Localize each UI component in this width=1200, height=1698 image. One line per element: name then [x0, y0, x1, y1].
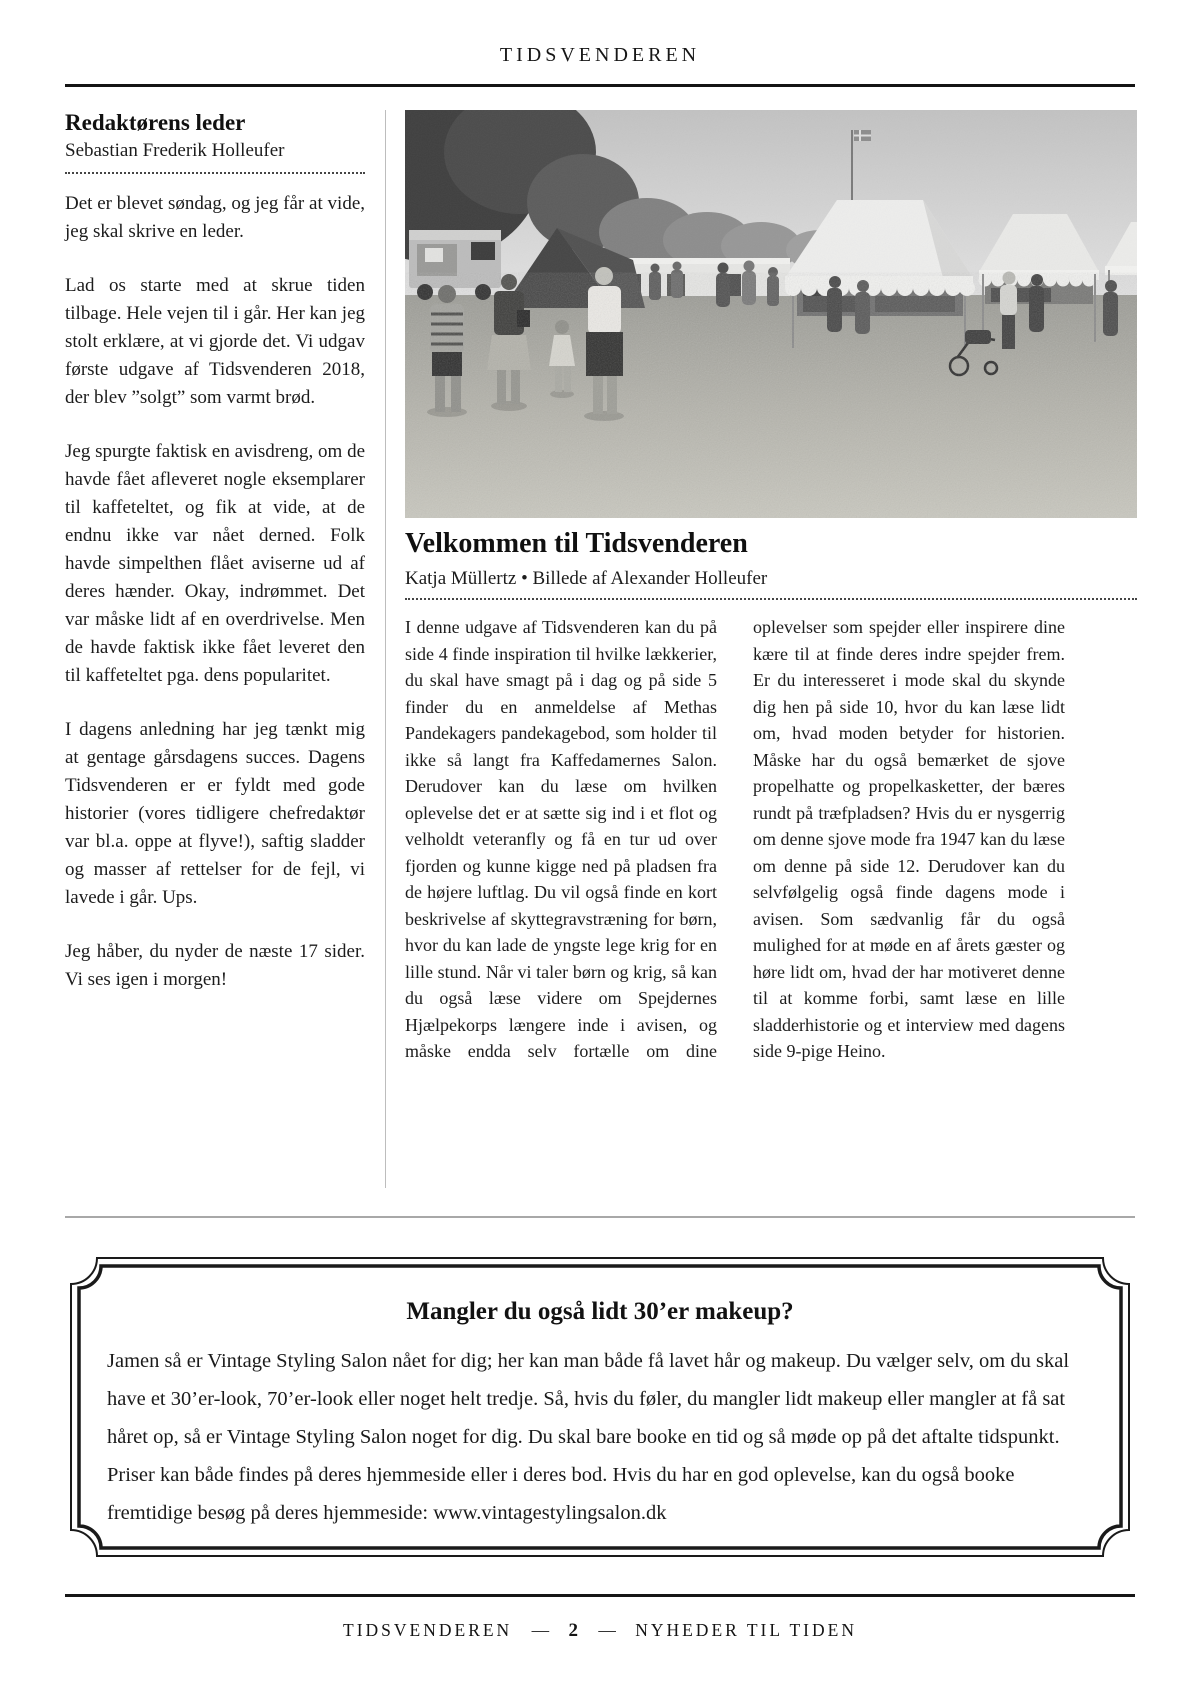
- masthead-title: TIDSVENDEREN: [499, 44, 701, 66]
- editorial-paragraph: Jeg spurgte faktisk en avisdreng, om de havde fået afleveret nogle eksemplarer til kaffeteltet, og fik at vide, at de endnu ikke var nået derned. Folk havde simpelthen flået aviserne ud af deres hænder. Okay, indrømmet. Det var måske lidt af en overdrivelse. Men de havde faktisk ikke fået leveret den til kaffeteltet pga. dens popularitet.: [65, 441, 365, 686]
- article-section: [405, 528, 1137, 1065]
- editorial-paragraph: Det er blevet søndag, og jeg får at vide, jeg skal skrive en leder.: [65, 193, 365, 242]
- editorial-title: Redaktørens leder: [65, 110, 246, 135]
- dotted-rule: [65, 172, 365, 174]
- editorial-paragraph: Lad os starte med at skrue tiden tilbage. Hele vejen til i går. Her kan jeg stolt erklære, at vi gjorde det. Vi udgav første udgave af Tidsvenderen 2018, der blev ”solgt” som varmt brød.: [65, 275, 365, 408]
- footer-page-number: 2: [568, 1620, 579, 1641]
- advertisement-box: [65, 1252, 1135, 1562]
- footer-dash: —: [598, 1620, 616, 1640]
- footer: [0, 1620, 1200, 1642]
- editorial-paragraph: Jeg håber, du nyder de næste 17 sider. Vi ses igen i morgen!: [65, 941, 365, 990]
- masthead-rule: [65, 84, 1135, 87]
- column-divider: [385, 110, 386, 1188]
- article-title: Velkommen til Tidsvenderen: [405, 528, 748, 559]
- footer-tagline: NYHEDER TIL TIDEN: [635, 1620, 857, 1640]
- photo-grain: [405, 110, 1137, 518]
- article-byline: Katja Müllertz • Billede af Alexander Holleufer: [405, 568, 768, 589]
- ad-body: Jamen så er Vintage Styling Salon nået for dig; her kan man både få lavet hår og makeup. Du vælger selv, om du skal have et 30’er-look, 70’er-look eller noget helt tredje. Så, hvis du føler, du mangler lidt makeup eller mangler at få sat håret op, så er Vintage Styling Salon noget for dig. Du skal bare booke en tid og så møde op på det aftalte tidspunkt. Priser kan både findes på deres hjemmeside eller i deres bod. Hvis du har en god oplevelse, kan du også booke fremtidige besøg på deres hjemmeside: www.vintagestylingsalon.dk: [107, 1350, 1070, 1524]
- article-body: I denne udgave af Tidsvenderen kan du på side 4 finde inspiration til hvilke lækkerier, du skal have smagt på i dag og på side 5 finder du en anmeldelse af Methas Pandekagers pandekagebod, som holder til ikke så langt fra Kaffedamernes Salon. Derudover kan du læse om hvilken oplevelse det er at sætte sig ind i et flot og velholdt veteranfly og få en tur ud over fjorden og kunne kigge ned på pladsen fra de højere luftlag. Du vil også finde en kort beskrivelse af skyttegravstræning for børn, hvor du kan lade de yngste lege krig for en lille stund. Når vi taler børn og krig, så kan du også læse videre om Spejdernes Hjælpekorps længere inde i avisen, og måske endda selv fortælle om dine oplevelser som spejder eller inspirere dine kære til at finde deres indre spejder frem. Er du interesseret i mode skal du skynde dig hen på side 10, hvor du kan læse lidt om, hvad moden betyder for historien. Måske har du også bemærket de sjove propelhatte og propelkasketter, der bæres rundt på træfpladsen? Hvis du er nysgerrig om denne sjove mode fra 1947 kan du læse om denne på side 12. Derudover kan du selvfølgelig også finde dagens mode i avisen. Som sædvanlig får du også mulighed for at møde en af årets gæster og høre lidt om, hvad der har motiveret denne til at komme forbi, samt læse en lille sladderhistorie og et interview med dagens side 9-pige Heino.: [405, 617, 1065, 1061]
- ad-title: Mangler du også lidt 30’er makeup?: [406, 1298, 794, 1325]
- editorial-author: Sebastian Frederik Holleufer: [65, 140, 285, 161]
- editorial-column: [65, 110, 365, 1020]
- footer-rule: [65, 1594, 1135, 1597]
- market-photo-illustration: [405, 110, 1137, 518]
- market-photo: [405, 110, 1137, 518]
- dotted-rule: [405, 598, 1137, 600]
- editorial-paragraph: I dagens anledning har jeg tænkt mig at gentage gårsdagens succes. Dagens Tidsvenderen er er fyldt med gode historier (vores tidligere chefredaktør var bl.a. oppe at flyve!), saftig sladder og masser af rettelser for de fejl, vi lavede i går. Ups.: [65, 719, 365, 908]
- footer-brand: TIDSVENDEREN: [343, 1620, 513, 1640]
- footer-dash: —: [531, 1620, 550, 1640]
- section-divider-rule: [65, 1216, 1135, 1218]
